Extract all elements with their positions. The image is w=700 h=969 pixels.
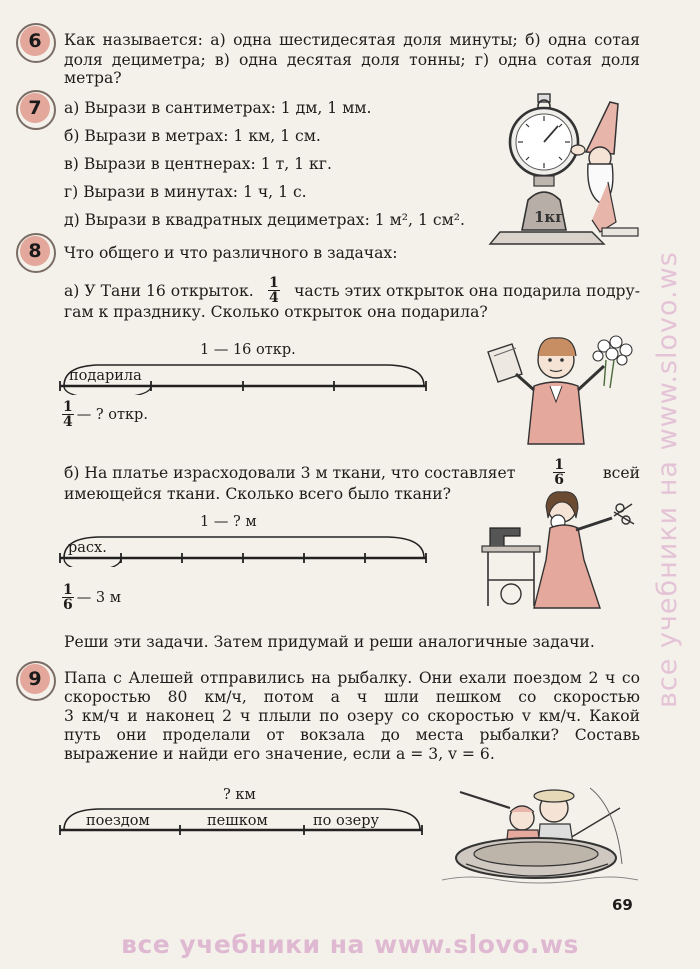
task-6-line-2: доля дециметра; в) одна десятая доля тонны; г) одна сотая доля — [64, 51, 640, 69]
diagram-9-total: ? км — [223, 787, 256, 803]
diagram-b-total: 1 — ? м — [200, 514, 257, 530]
task-8a-line-2: гам к празднику. Сколько открыток она подарила? — [64, 303, 488, 321]
stopwatch-illustration — [482, 92, 642, 248]
task-7-item-b: б) Вырази в метрах: 1 км, 1 см. — [64, 127, 321, 145]
task-7-item-d: г) Вырази в минутах: 1 ч, 1 с. — [64, 183, 307, 201]
girl-with-flowers-illustration — [486, 326, 636, 448]
seamstress-illustration — [480, 488, 640, 612]
diagram-b-segment — [58, 527, 430, 567]
task-8-intro: Что общего и что различного в задачах: — [64, 244, 398, 262]
task-9-line-5: выражение и найди его значение, если a = 3, v = 6. — [64, 745, 495, 763]
diagram-b-question: $\frac{1}{6}$ — 3 м — [63, 582, 121, 613]
task-8b-line-2: имеющейся ткани. Сколько всего было ткани? — [64, 485, 452, 503]
task-8a-post: часть этих открыток она подарила подру- — [294, 281, 640, 300]
diagram-a-part-label: подарила — [69, 368, 142, 384]
task-9-line-2: скоростью 80 км/ч, потом a ч шли пешком со скоростью — [64, 688, 640, 706]
task-7-item-e: д) Вырази в квадратных дециметрах: 1 м², 1 см². — [64, 211, 465, 229]
page-number: 69 — [612, 896, 633, 914]
task-8b-line-1 — [64, 458, 640, 487]
segment-label-lake: по озеру — [313, 813, 380, 829]
diagram-b-fraction: $\frac{1}{6}$ — [63, 582, 73, 613]
task-8b-pre: б) На платье израсходовали 3 м ткани, что составляет — [64, 463, 516, 482]
watermark-side: все учебники на www.slovo.ws — [652, 251, 683, 709]
task-8a-line-1 — [64, 276, 640, 305]
diagram-b-part-label: расх. — [68, 540, 107, 556]
boat-illustration — [440, 768, 640, 886]
task-9-line-1: Папа с Алешей отправились на рыбалку. Они ехали поездом 2 ч со — [64, 669, 640, 687]
diagram-a-question: $\frac{1}{4}$ — ? откр. — [63, 399, 148, 430]
task-6-line-3: метра? — [64, 69, 122, 87]
task-9-line-4: путь они проделали от вокзала до места рыбалки? Составь — [64, 726, 640, 744]
diagram-a-total: 1 — 16 откр. — [200, 342, 296, 358]
task-9-line-3: 3 км/ч и наконец 2 ч плыли по озеру со скоростью v км/ч. Какой — [64, 707, 640, 725]
task-7-item-c: в) Вырази в центнерах: 1 т, 1 кг. — [64, 155, 332, 173]
segment-label-walk: пешком — [207, 813, 268, 829]
task-8-number: 8 — [20, 236, 50, 266]
watermark-bottom: все учебники на www.slovo.ws — [121, 930, 579, 959]
segment-label-train: поездом — [86, 813, 150, 829]
task-8-outro: Реши эти задачи. Затем придумай и реши аналогичные задачи. — [64, 633, 595, 651]
task-8b-fraction: $\frac{1}{6}$ — [554, 457, 564, 488]
task-8a-pre: а) У Тани 16 открыток. — [64, 281, 254, 300]
weight-label: 1кг — [534, 208, 565, 226]
task-8b-post: всей — [602, 463, 640, 482]
diagram-a-fraction: $\frac{1}{4}$ — [63, 399, 73, 430]
task-7-number: 7 — [20, 93, 50, 123]
task-9-number: 9 — [20, 664, 50, 694]
task-7-item-a: а) Вырази в сантиметрах: 1 дм, 1 мм. — [64, 99, 372, 117]
task-8a-fraction: $\frac{1}{4}$ — [269, 275, 279, 306]
task-6-line-1: Как называется: а) одна шестидесятая доля минуты; б) одна сотая — [64, 31, 640, 49]
task-6-number: 6 — [20, 26, 50, 56]
